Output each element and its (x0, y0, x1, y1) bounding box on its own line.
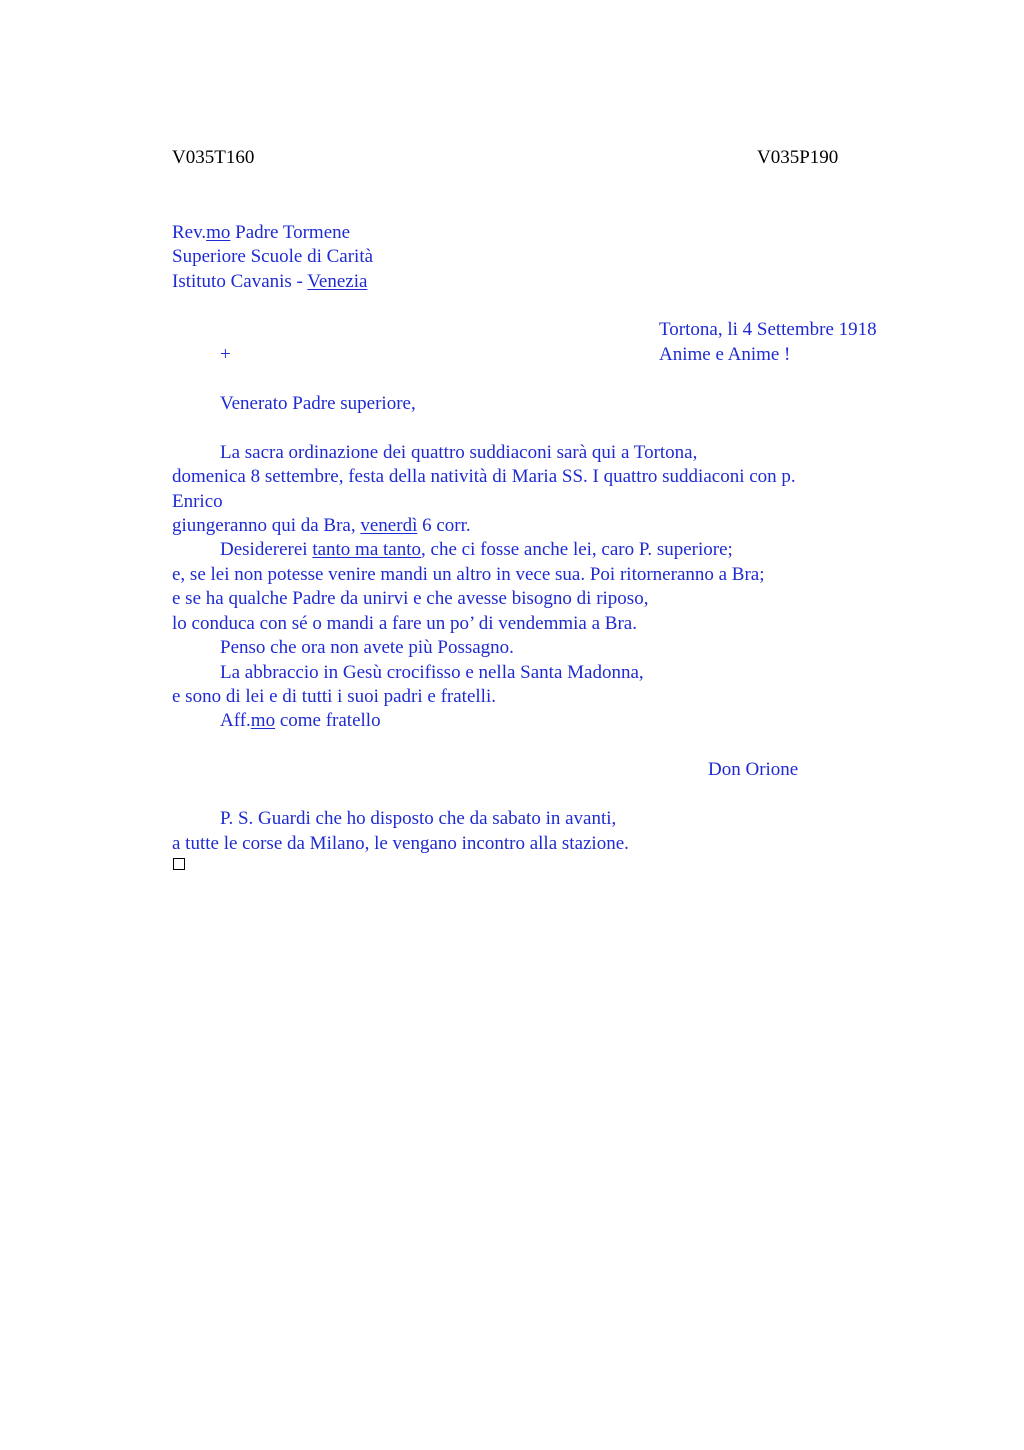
postscript-line: P. S. Guardi che ho disposto che da sabato in avanti, (220, 808, 617, 829)
address-line-2: Superiore Scuole di Carità (172, 246, 374, 267)
cross-mark: + (220, 344, 231, 365)
body-line: Penso che ora non avete più Possagno. (220, 637, 514, 658)
address-line-3: Istituto Cavanis - Venezia (172, 271, 368, 292)
body-line: La sacra ordinazione dei quattro suddiaconi sarà qui a Tortona, (220, 442, 698, 463)
body-line: e, se lei non potesse venire mandi un altro in vece sua. Poi ritorneranno a Bra; (172, 564, 765, 585)
address-line-1: Rev.mo Padre Tormene (172, 222, 351, 243)
motto: Anime e Anime ! (659, 344, 791, 365)
closing-line: Aff.mo come fratello (220, 710, 381, 731)
postscript-line: a tutte le corse da Milano, le vengano incontro alla stazione. (172, 833, 629, 854)
body-line: e se ha qualche Padre da unirvi e che avesse bisogno di riposo, (172, 588, 649, 609)
body-line: e sono di lei e di tutti i suoi padri e fratelli. (172, 686, 496, 707)
salutation: Venerato Padre superiore, (220, 393, 416, 414)
body-line: Enrico (172, 491, 223, 512)
body-line: La abbraccio in Gesù crocifisso e nella Santa Madonna, (220, 662, 644, 683)
place-date: Tortona, li 4 Settembre 1918 (659, 319, 877, 340)
body-line: lo conduca con sé o mandi a fare un po’ di vendemmia a Bra. (172, 613, 637, 634)
body-line: Desidererei tanto ma tanto, che ci fosse anche lei, caro P. superiore; (220, 539, 733, 560)
end-of-document-box-icon (173, 858, 185, 870)
document-code-right: V035P190 (757, 147, 839, 168)
signature: Don Orione (708, 759, 799, 780)
body-line: domenica 8 settembre, festa della natività di Maria SS. I quattro suddiaconi con p. (172, 466, 796, 487)
document-code-left: V035T160 (172, 147, 255, 168)
body-line: giungeranno qui da Bra, venerdì 6 corr. (172, 515, 471, 536)
